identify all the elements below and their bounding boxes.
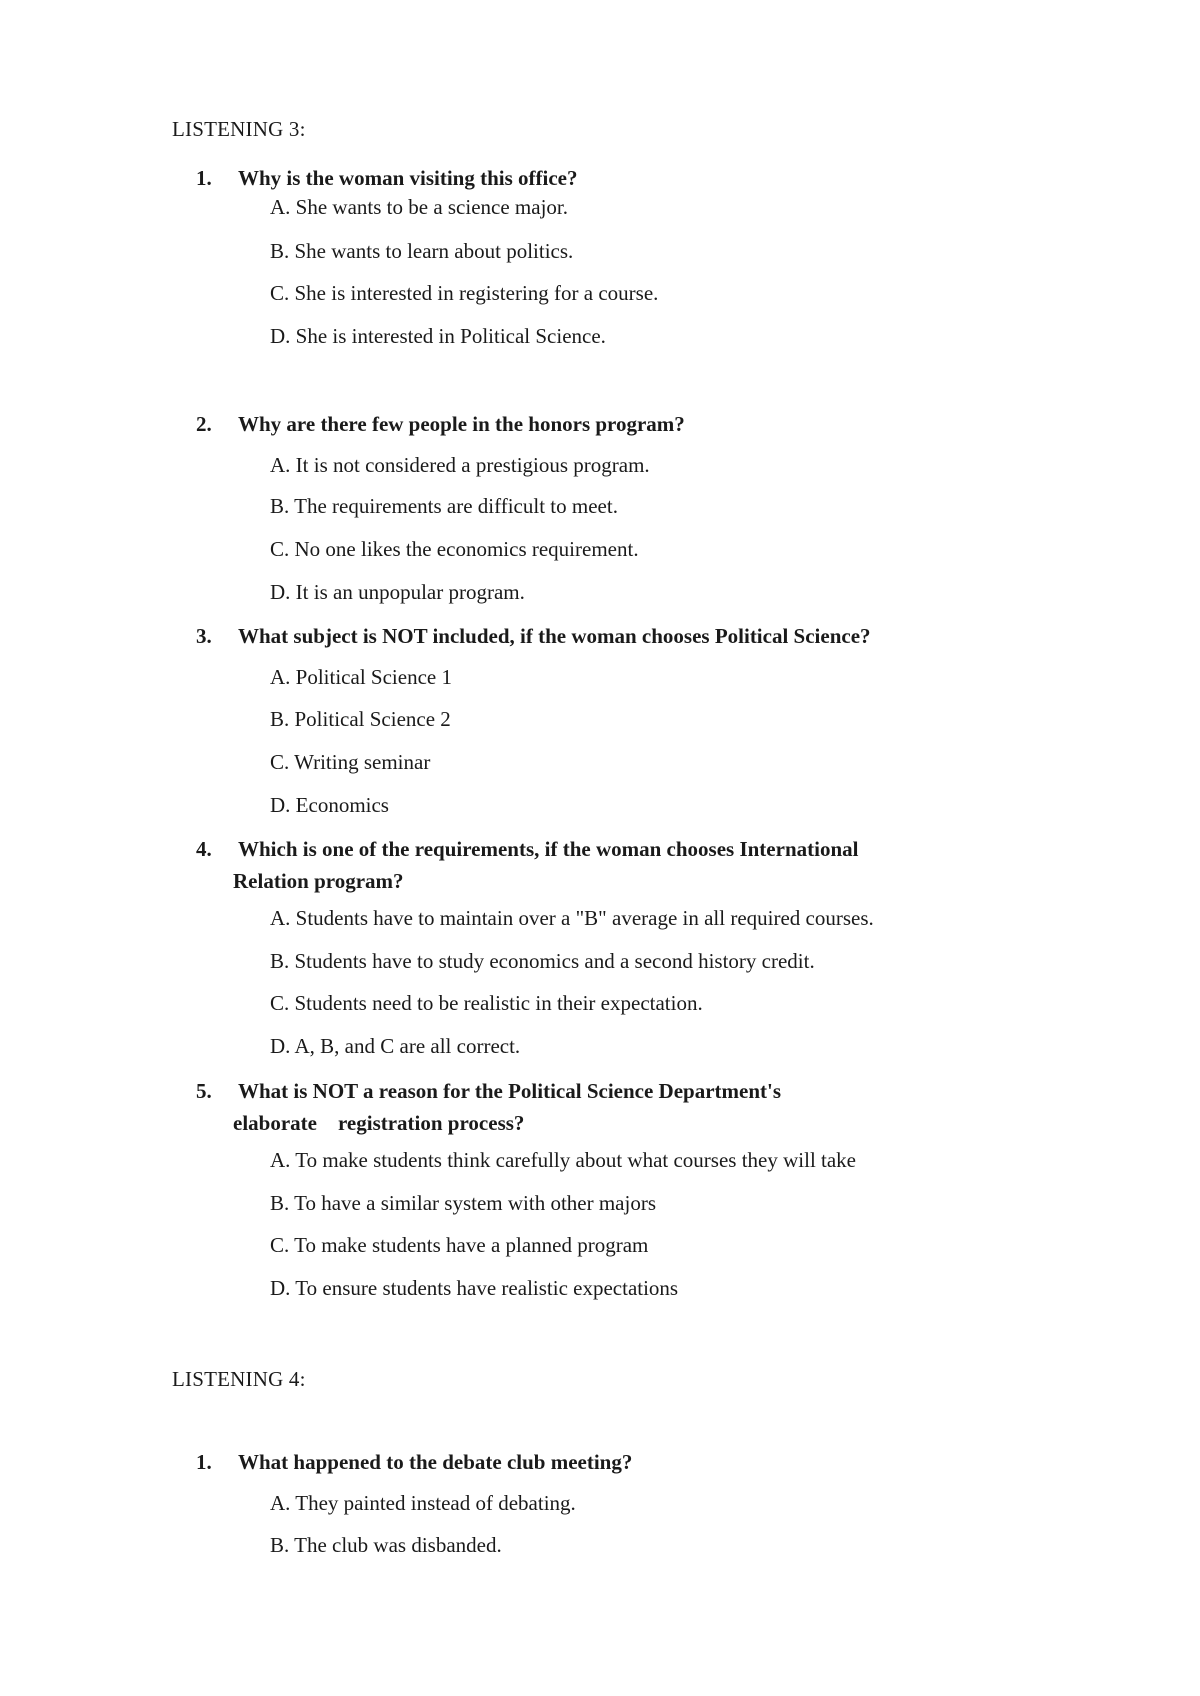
question-4 bbox=[196, 833, 1016, 897]
question-number: 3. bbox=[196, 624, 212, 648]
option-b: B. The requirements are difficult to meet. bbox=[270, 494, 618, 518]
question-text-continued: elaborate registration process? bbox=[233, 1111, 525, 1135]
option-c: C. Students need to be realistic in their expectation. bbox=[270, 991, 703, 1015]
question-text: What subject is NOT included, if the woman chooses Political Science? bbox=[238, 624, 871, 648]
question-number: 1. bbox=[196, 166, 212, 190]
option-d: D. It is an unpopular program. bbox=[270, 580, 525, 604]
option-d: D. Economics bbox=[270, 793, 389, 817]
option-d: D. To ensure students have realistic expectations bbox=[270, 1276, 679, 1300]
option-d: D. She is interested in Political Science. bbox=[270, 324, 606, 348]
question-text: What happened to the debate club meeting? bbox=[238, 1450, 633, 1474]
section-heading-listening-4: LISTENING 4: bbox=[172, 1367, 306, 1391]
question-5 bbox=[196, 1075, 1016, 1139]
question-text: Why is the woman visiting this office? bbox=[238, 166, 578, 190]
question-number: 1. bbox=[196, 1450, 212, 1474]
option-b: B. The club was disbanded. bbox=[270, 1533, 502, 1557]
option-b: B. She wants to learn about politics. bbox=[270, 239, 574, 263]
option-b: B. Students have to study economics and a second history credit. bbox=[270, 949, 815, 973]
option-b: B. Political Science 2 bbox=[270, 707, 451, 731]
question-1 bbox=[196, 1446, 1016, 1478]
question-number: 5. bbox=[196, 1079, 212, 1103]
question-text: Why are there few people in the honors program? bbox=[238, 412, 685, 436]
option-a: A. It is not considered a prestigious program. bbox=[270, 453, 650, 477]
question-number: 2. bbox=[196, 412, 212, 436]
option-c: C. To make students have a planned program bbox=[270, 1233, 649, 1257]
question-1 bbox=[196, 162, 1016, 194]
question-3 bbox=[196, 620, 1016, 652]
section-heading-listening-3: LISTENING 3: bbox=[172, 117, 306, 141]
option-b: B. To have a similar system with other majors bbox=[270, 1191, 656, 1215]
option-a: A. She wants to be a science major. bbox=[270, 195, 568, 219]
option-a: A. To make students think carefully about what courses they will take bbox=[270, 1148, 857, 1172]
question-2 bbox=[196, 408, 1016, 440]
option-c: C. She is interested in registering for a course. bbox=[270, 281, 659, 305]
question-text: Which is one of the requirements, if the woman chooses International bbox=[238, 837, 859, 861]
question-text: What is NOT a reason for the Political Science Department's bbox=[238, 1079, 782, 1103]
option-c: C. Writing seminar bbox=[270, 750, 431, 774]
question-number: 4. bbox=[196, 837, 212, 861]
option-a: A. They painted instead of debating. bbox=[270, 1491, 576, 1515]
option-a: A. Students have to maintain over a "B" average in all required courses. bbox=[270, 906, 874, 930]
option-a: A. Political Science 1 bbox=[270, 665, 452, 689]
option-c: C. No one likes the economics requirement. bbox=[270, 537, 639, 561]
question-text-continued: Relation program? bbox=[233, 869, 404, 893]
option-d: D. A, B, and C are all correct. bbox=[270, 1034, 521, 1058]
